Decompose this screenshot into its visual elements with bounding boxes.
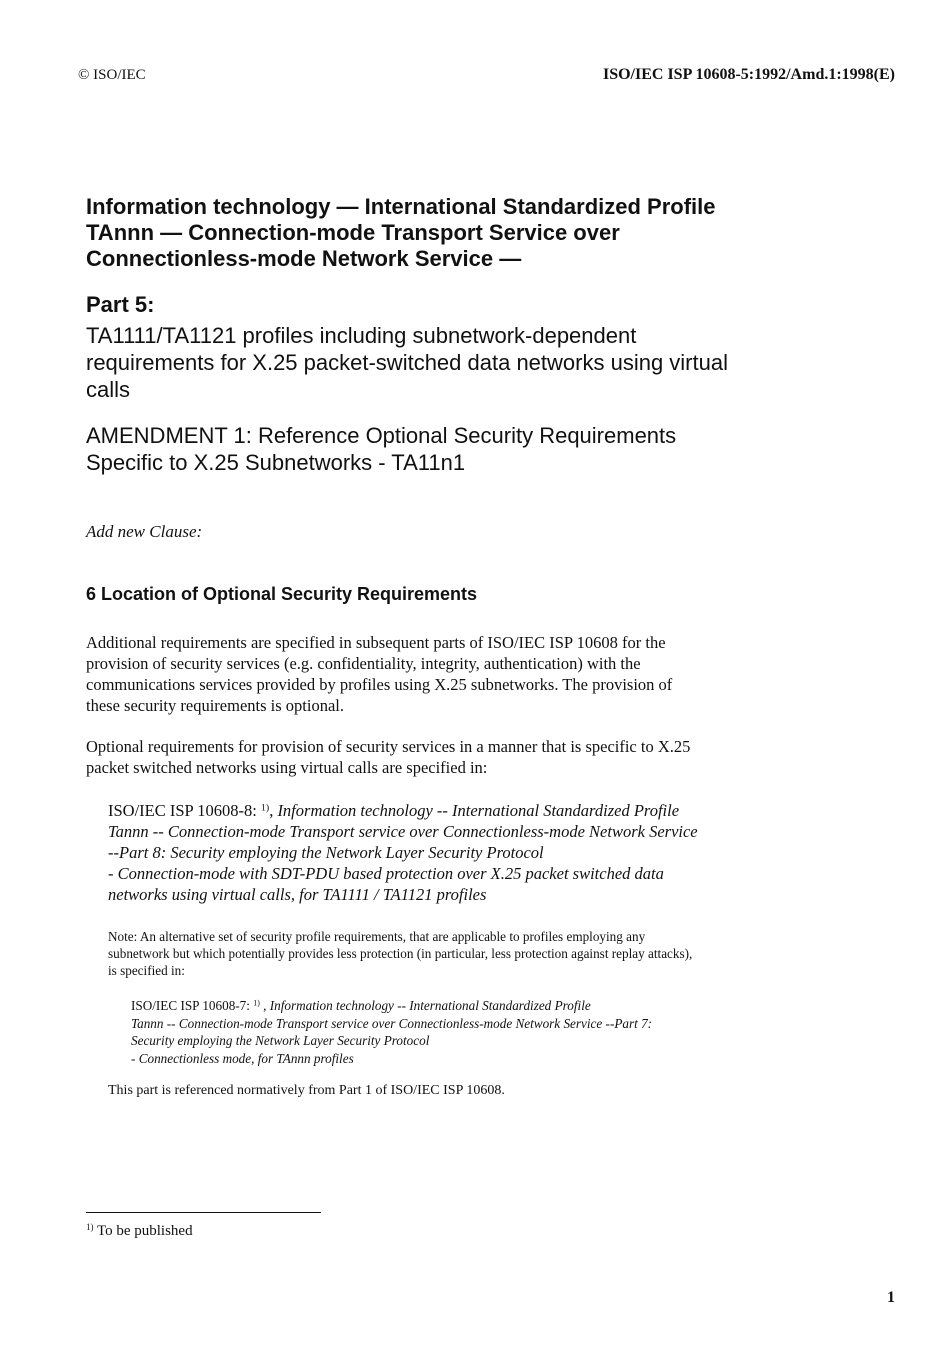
note-alternative-security xyxy=(108,928,768,979)
reference-separator: , xyxy=(269,801,278,820)
paragraph-line: communications services provided by profiles using X.25 subnetworks. The provision of xyxy=(86,675,673,694)
reference-title: Information technology -- International Standardized Profile xyxy=(277,801,680,820)
paragraph-line: Additional requirements are specified in subsequent parts of ISO/IEC ISP 10608 for the xyxy=(86,633,666,652)
reference-line: - Connectionless mode, for TAnnn profiles xyxy=(131,1050,354,1066)
title-line: Connectionless-mode Network Service — xyxy=(86,246,522,271)
part-label: Part 5: xyxy=(86,292,155,317)
title-line: Information technology — International Standardized Profile xyxy=(86,194,716,219)
reference-line: Security employing the Network Layer Security Protocol xyxy=(131,1033,430,1048)
paragraph-line: packet switched networks using virtual calls are specified in: xyxy=(86,758,488,777)
reference-line: --Part 8: Security employing the Network Layer Security Protocol xyxy=(108,843,544,862)
reference-title: Information technology -- International Standardized Profile xyxy=(269,998,591,1013)
footnote-mark: 1) xyxy=(260,802,270,814)
page-number: 1 xyxy=(887,1289,895,1306)
footnote-divider xyxy=(86,1212,321,1213)
amendment-title xyxy=(86,422,806,476)
reference-line: - Connection-mode with SDT-PDU based protection over X.25 packet switched data xyxy=(108,864,664,883)
subtitle-line: TA1111/TA1121 profiles including subnetwork-dependent xyxy=(86,323,637,348)
footnote-text: To be published xyxy=(93,1223,193,1239)
reference-first-line xyxy=(108,800,808,821)
footnote-mark: 1) xyxy=(253,998,260,1008)
subtitle-line: requirements for X.25 packet-switched data networks using virtual xyxy=(86,350,728,375)
header-copyright: © ISO/IEC xyxy=(78,67,146,83)
paragraph-line: provision of security services (e.g. confidentiality, integrity, authentication) with the xyxy=(86,654,641,673)
note-line: is specified in: xyxy=(108,963,185,978)
note-line: Note: An alternative set of security profile requirements, that are applicable to profiles employing any xyxy=(108,929,646,944)
paragraph-additional-requirements xyxy=(86,632,806,716)
paragraph-optional-requirements xyxy=(86,736,806,778)
reference-id: ISO/IEC ISP 10608-7: xyxy=(131,998,254,1013)
reference-line: networks using virtual calls, for TA1111 / TA1121 profiles xyxy=(108,885,487,904)
reference-line: Tannn -- Connection-mode Transport service over Connectionless-mode Network Service xyxy=(108,822,698,841)
add-clause-instruction: Add new Clause: xyxy=(86,522,203,541)
reference-line: Tannn -- Connection-mode Transport service over Connectionless-mode Network Service --Part 7: xyxy=(131,1015,653,1031)
reference-first-line xyxy=(131,997,771,1015)
title-line: TAnnn — Connection-mode Transport Service over xyxy=(86,220,620,245)
header-document-id: ISO/IEC ISP 10608-5:1992/Amd.1:1998(E) xyxy=(602,66,895,83)
reference-isp-10608-7 xyxy=(131,997,771,1067)
note-line: subnetwork but which potentially provides less protection (in particular, less protection against replay attacks), xyxy=(108,946,693,961)
section-heading: 6 Location of Optional Security Requirements xyxy=(86,584,478,604)
reference-separator: , xyxy=(259,998,270,1013)
reference-id: ISO/IEC ISP 10608-8: xyxy=(108,801,261,820)
paragraph-line: these security requirements is optional. xyxy=(86,696,344,715)
reference-isp-10608-8 xyxy=(108,800,808,905)
footnote-mark: 1) xyxy=(86,1222,94,1233)
paragraph-line: Optional requirements for provision of security services in a manner that is specific to X.25 xyxy=(86,737,691,756)
subtitle-line: calls xyxy=(86,377,131,402)
document-title xyxy=(86,194,806,272)
footnote xyxy=(86,1223,193,1240)
amendment-line: AMENDMENT 1: Reference Optional Security Requirements xyxy=(86,423,677,448)
normative-reference-statement: This part is referenced normatively from Part 1 of ISO/IEC ISP 10608. xyxy=(108,1083,505,1098)
part-subtitle xyxy=(86,322,806,403)
amendment-line: Specific to X.25 Subnetworks - TA11n1 xyxy=(86,450,466,475)
